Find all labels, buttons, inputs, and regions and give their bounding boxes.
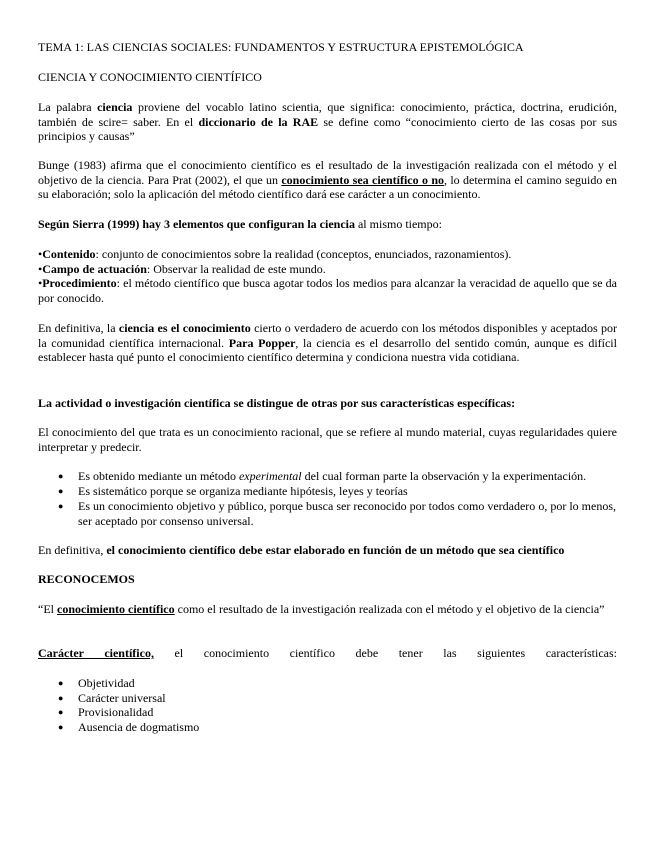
bullet-icon: ● [58,486,64,496]
bullet-icon: ● [58,693,64,703]
list-item: Es sistemático porque se organiza mediante hipótesis, leyes y teorías [78,484,408,498]
list-item: Es un conocimiento objetivo y público, porque busca ser reconocido por todos como verdadero o, por lo menos, ser aceptado por consenso universal. [78,499,616,528]
quote-paragraph: “El conocimiento científico como el resultado de la investigación realizada con el método y el objetivo de la ciencia” [38,602,605,616]
list-item: •Procedimiento: el método científico que busca agotar todos los medios para alcanzar la veracidad de aquello que se da por conocido. [38,276,617,305]
bullet-icon: ● [58,501,64,511]
list-item: •Campo de actuación: Observar la realidad de este mundo. [38,261,326,276]
document-title: TEMA 1: LAS CIENCIAS SOCIALES: FUNDAMENTOS Y ESTRUCTURA EPISTEMOLÓGICA [38,40,524,54]
paragraph-sierra: Según Sierra (1999) hay 3 elementos que configuran la ciencia al mismo tiempo: [38,217,442,231]
bullet-icon: ● [58,707,64,717]
paragraph-bunge: Bunge (1983) afirma que el conocimiento científico es el resultado de la investigación realizada con el método y el objetivo de la ciencia. Para Prat (2002), el que un conocimiento sea científico o no, lo determina el camino seguido en su elaboración; solo la aplicación del método científico dará ese carácter a un conocimiento. [38,158,617,201]
list-item: Ausencia de dogmatismo [78,720,200,734]
list-item: •Contenido: conjunto de conocimientos sobre la realidad (conceptos, enunciados, razonamientos). [38,247,512,261]
list-item: Carácter universal [78,691,166,705]
list-item: Objetividad [78,676,135,690]
paragraph-rational-knowledge: El conocimiento del que trata es un conocimiento racional, que se refiere al mundo material, cuyas regularidades quiere interpretar y predecir. [38,425,617,454]
section-heading: CIENCIA Y CONOCIMIENTO CIENTÍFICO [38,70,262,84]
paragraph-ciencia-definition: La palabra ciencia proviene del vocablo latino scientia, que significa: conocimiento, práctica, doctrina, erudición, también de scire= saber. En el diccionario de la RAE se define como “conocimiento cierto de las cosas por sus principios y causas” [38,100,617,143]
list-item: Provisionalidad [78,705,154,719]
paragraph-popper: En definitiva, la ciencia es el conocimiento cierto o verdadero de acuerdo con los métodos disponibles y aceptados por la comunidad científica internacional. Para Popper, la ciencia es el desarrollo del sentido común, aunque es difícil establecer hasta qué punto el conocimiento científico determina y condiciona nuestra vida cotidiana. [38,321,617,364]
section-heading-reconocemos: RECONOCEMOS [38,572,135,586]
elements-list [38,247,617,305]
paragraph-caracter: Carácter científico, el conocimiento científico debe tener las siguientes características: [38,646,617,660]
list-item: Es obtenido mediante un método experimental del cual forman parte la observación y la experimentación. [78,469,587,483]
bullet-icon: ● [58,678,64,688]
bullet-icon: ● [58,722,64,732]
bullet-icon: ● [58,471,64,481]
paragraph-conclusion: En definitiva, el conocimiento científico debe estar elaborado en función de un método que sea científico [38,543,565,557]
paragraph-characteristics-heading: La actividad o investigación científica se distingue de otras por sus características específicas: [38,396,516,410]
